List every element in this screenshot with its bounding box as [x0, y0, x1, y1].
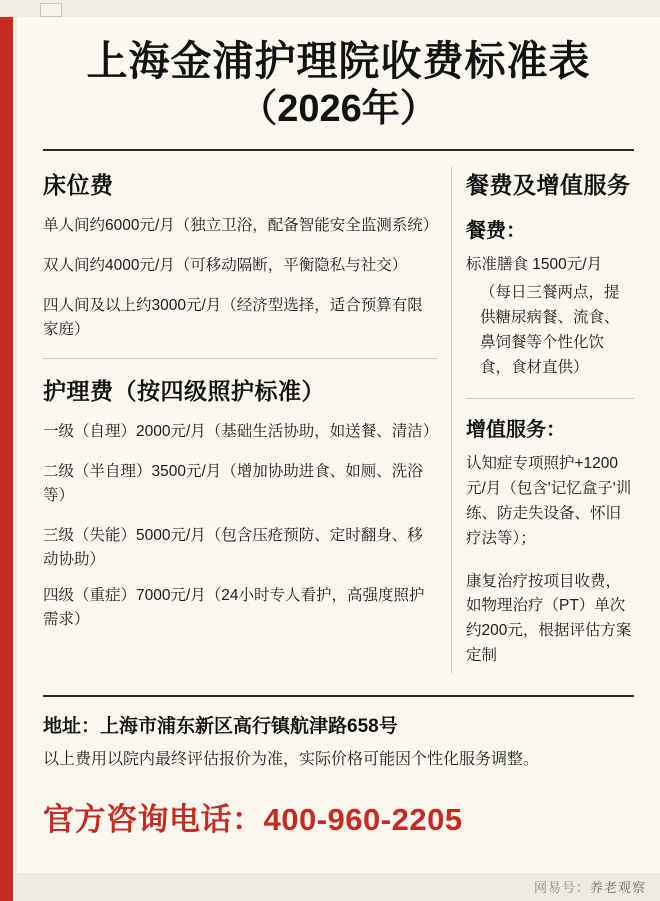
value-added-item: 认知症专项照护+1200元/月（包含'记忆盒子'训练、防走失设备、怀旧疗法等）； — [466, 455, 632, 547]
meal-fee-detail: （每日三餐两点，提供糖尿病餐、流食、鼻饲餐等个性化饮食，食材直供） — [480, 284, 620, 376]
watermark-prefix: 网易号： — [533, 880, 590, 895]
page-title: 上海金浦护理院收费标准表 — [86, 38, 591, 84]
bed-fee-item: 双人间约4000元/月（可移动隔断，平衡隐私与社交） — [43, 256, 408, 274]
right-section-rule — [466, 398, 634, 399]
section-heading-care-fee: 护理费（按四级照护标准） — [43, 377, 325, 404]
left-column — [43, 167, 451, 673]
price-disclaimer: 以上费用以院内最终评估报价为准，实际价格可能因个性化服务调整。 — [43, 750, 540, 768]
footer-block — [35, 711, 642, 839]
right-column — [466, 167, 634, 673]
care-fee-item: 三级（失能）5000元/月（包含压疮预防、定时翻身、移动协助） — [43, 526, 423, 568]
value-added-item: 康复治疗按项目收费，如物理治疗（PT）单次约200元，根据评估方案定制 — [466, 572, 632, 665]
care-fee-item: 二级（半自理）3500元/月（增加协助进食、如厕、洗浴等） — [43, 462, 423, 504]
poster-content — [17, 17, 660, 901]
hotline-line[interactable] — [43, 794, 634, 839]
meal-fee-line: 标准膳食 1500元/月 — [466, 255, 603, 273]
watermark — [534, 877, 646, 896]
corner-mark-icon — [40, 3, 62, 17]
subheading-value-added-services: 增值服务： — [466, 419, 566, 442]
care-fee-item: 四级（重症）7000元/月（24小时专人看护，高强度照护需求） — [43, 586, 425, 628]
left-section-rule — [43, 358, 437, 359]
hotline-number[interactable]: 400-960-2205 — [263, 801, 463, 837]
left-accent-bar — [0, 0, 13, 901]
title-divider — [43, 149, 634, 151]
hotline-label: 官方咨询电话： — [43, 801, 264, 837]
watermark-name: 养老观察 — [589, 880, 646, 895]
address-line — [43, 711, 634, 738]
care-fee-item: 一级（自理）2000元/月（基础生活协助，如送餐、清洁） — [43, 422, 439, 440]
address-label: 地址： — [43, 715, 101, 737]
page-subtitle: （2026年） — [239, 87, 438, 130]
subheading-meal-fee: 餐费： — [466, 219, 526, 242]
section-heading-meal-and-services: 餐费及增值服务 — [466, 171, 631, 198]
columns-wrapper — [35, 167, 642, 673]
bed-fee-item: 四人间及以上约3000元/月（经济型选择，适合预算有限家庭） — [43, 296, 423, 338]
footer-divider — [43, 695, 634, 697]
column-divider — [451, 167, 452, 673]
address-value: 上海市浦东新区高行镇航津路658号 — [100, 715, 398, 737]
title-block — [35, 17, 642, 133]
section-heading-bed-fee: 床位费 — [43, 171, 114, 198]
bed-fee-item: 单人间约6000元/月（独立卫浴，配备智能安全监测系统） — [43, 216, 439, 234]
top-strip — [0, 0, 660, 17]
